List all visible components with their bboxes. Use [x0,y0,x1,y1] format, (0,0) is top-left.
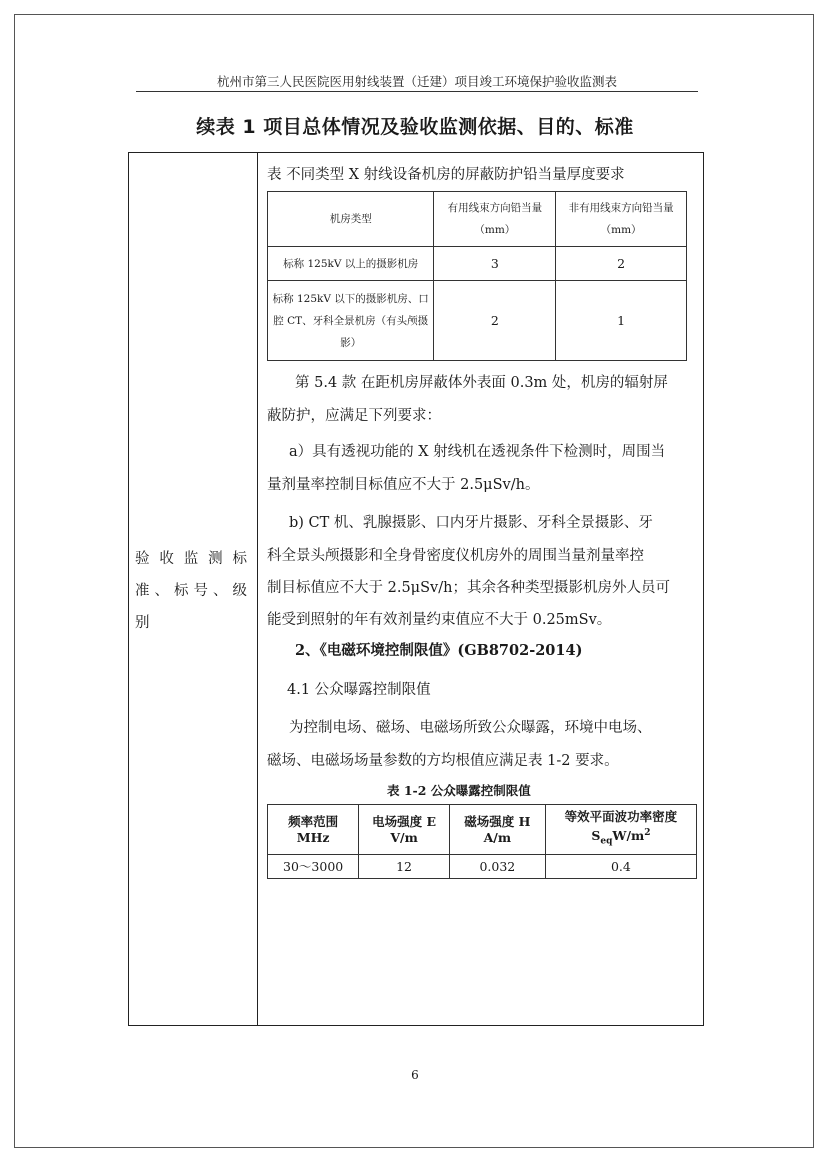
section-4-1-heading: 4.1 公众曝露控制限值 [287,682,431,698]
left-column-label: 验收监测标准、标号、级别 [135,551,251,631]
table-cell: 0.4 [545,855,696,879]
running-header: 杭州市第三人民医院医用射线装置（迁建）项目竣工环境保护验收监测表 [216,74,617,89]
lead-shielding-table [267,191,687,361]
table-header-cell: 磁场强度 H A/m [449,805,545,855]
item-a-line: 量剂量率控制目标值应不大于 2.5μSv/h。 [267,477,540,493]
section-4-1-text: 为控制电场、磁场、电磁场所致公众曝露，环境中电场、 [289,720,652,736]
table-cell: 12 [359,855,450,879]
table-header-cell: 机房类型 [268,192,434,247]
standard-2-heading: 2、《电磁环境控制限值》(GB8702-2014) [295,642,583,659]
item-a-line: a）具有透视功能的 X 射线机在透视条件下检测时，周围当 [289,444,666,460]
clause-5-4-line: 蔽防护，应满足下列要求： [267,408,441,424]
em-exposure-table [267,804,697,879]
table-cell: 标称 125kV 以下的摄影机房、口腔 CT、牙科全景机房（有头颅摄影） [268,281,434,361]
clause-5-4-line: 第 5.4 款 在距机房屏蔽体外表面 0.3m 处，机房的辐射屏 [295,375,668,391]
item-b-line: 制目标值应不大于 2.5μSv/h；其余各种类型摄影机房外人员可 [267,580,670,596]
table-header-cell: 等效平面波功率密度 $S_{eq}W/m^2$ [545,805,696,855]
item-b-line: 科全景头颅摄影和全身骨密度仪机房外的周围当量剂量率控 [267,548,644,564]
content-table [128,152,704,1026]
table-header-cell: 电场强度 E V/m [359,805,450,855]
table-cell: 2 [434,281,556,361]
table-row [268,192,687,247]
table-row [268,281,687,361]
table-cell: 1 [556,281,687,361]
page-number: 6 [411,1068,419,1082]
header-rule [136,91,698,92]
right-column-content [259,153,703,1025]
em-table-caption: 表 1-2 公众曝露控制限值 [387,783,531,798]
table-cell: 2 [556,247,687,281]
item-b-line: b) CT 机、乳腺摄影、口内牙片摄影、牙科全景摄影、牙 [289,515,653,531]
section-4-1-text: 磁场、电磁场场量参数的方均根值应满足表 1-2 要求。 [267,753,619,769]
table-cell: 3 [434,247,556,281]
table-header-cell: 频率范围 MHz [268,805,359,855]
item-b-line: 能受到照射的年有效剂量约束值应不大于 0.25mSv。 [267,612,612,628]
table-header-cell: 有用线束方向铅当量（mm） [434,192,556,247]
table-row [268,855,697,879]
column-divider [257,153,258,1025]
table-cell: 30～3000 [268,855,359,879]
page-title: 续表 1 项目总体情况及验收监测依据、目的、标准 [196,116,634,138]
table-row [268,805,697,855]
table-cell: 标称 125kV 以上的摄影机房 [268,247,434,281]
table-cell: 0.032 [449,855,545,879]
table-row [268,247,687,281]
table-header-cell: 非有用线束方向铅当量（mm） [556,192,687,247]
lead-table-caption: 表 不同类型 X 射线设备机房的屏蔽防护铅当量厚度要求 [267,167,625,183]
